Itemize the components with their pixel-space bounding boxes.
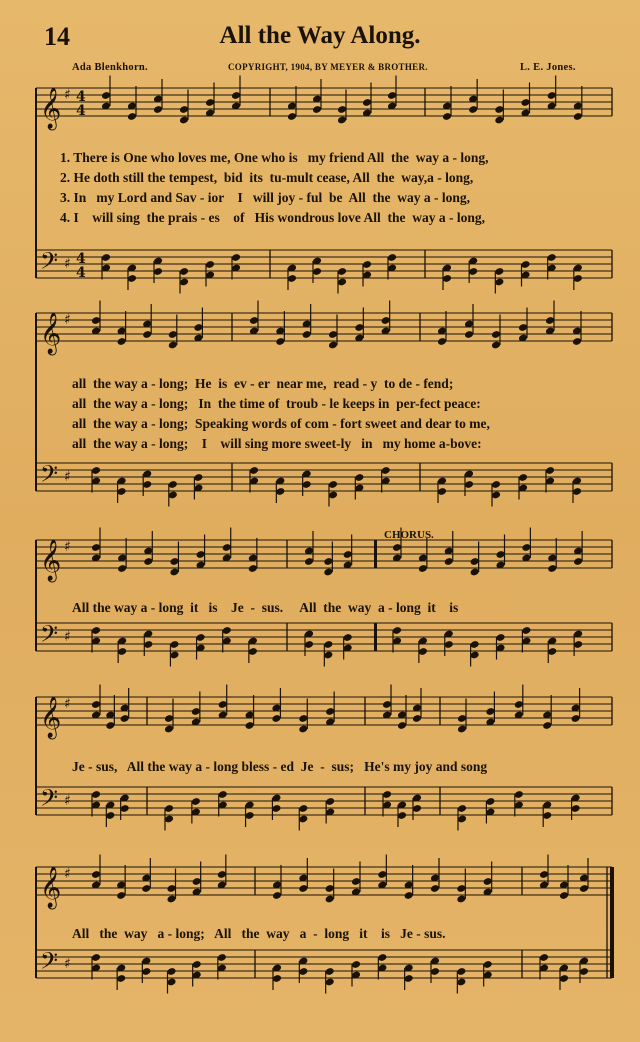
page-number: 14 — [44, 22, 70, 51]
verse-2-line-1: 2. He doth still the tempest, bid its tu-mult cease, All the way,a - long, — [60, 170, 474, 185]
lyricist-credit: Ada Blenkhorn. — [72, 62, 148, 73]
hymn-title: All the Way Along. — [219, 22, 421, 49]
sharp-icon: ♯ — [64, 87, 71, 103]
treble-clef-icon: 𝄞 — [40, 867, 62, 908]
chorus-line-2: Je - sus, All the way a - long bless - ed Je - sus; He's my joy and song — [72, 759, 488, 774]
final-barline — [610, 867, 614, 978]
bass-clef-icon: 𝄢 — [40, 460, 59, 493]
bass-clef-icon: 𝄢 — [40, 784, 59, 817]
verse-3-line-1: 3. In my Lord and Sav - ior I will joy - ful be All the way a - long, — [60, 190, 471, 205]
verse-3-line-2: all the way a - long; Speaking words of com - fort sweet and dear to me, — [72, 416, 490, 431]
sharp-icon: ♯ — [64, 866, 71, 882]
section-barline — [374, 540, 377, 568]
time-signature: 4 — [76, 89, 86, 105]
verse-4-line-2: all the way a - long; I will sing more sweet-ly in my home a-bove: — [72, 436, 482, 451]
sharp-icon: ♯ — [64, 956, 71, 972]
copyright-notice: COPYRIGHT, 1904, BY MEYER & BROTHER. — [228, 62, 428, 72]
treble-clef-icon: 𝄞 — [40, 313, 62, 354]
verse-2-line-2: all the way a - long; In the time of troub - le keeps in per-fect peace: — [72, 396, 481, 411]
section-barline — [374, 623, 377, 651]
sharp-icon: ♯ — [64, 312, 71, 328]
time-signature: 4 — [76, 251, 86, 267]
sharp-icon: ♯ — [64, 629, 71, 645]
treble-clef-icon: 𝄞 — [40, 540, 62, 581]
sharp-icon: ♯ — [64, 793, 71, 809]
sharp-icon: ♯ — [64, 256, 71, 272]
bass-clef-icon: 𝄢 — [40, 620, 59, 653]
chorus-line-1: All the way a - long it is Je - sus. All the way a - long it is — [72, 600, 459, 615]
bass-clef-icon: 𝄢 — [40, 247, 59, 280]
chorus-label: CHORUS. — [384, 529, 434, 541]
verse-1-line-2: all the way a - long; He is ev - er near me, read - y to de - fend; — [72, 376, 454, 391]
time-signature: 4 — [76, 265, 86, 281]
treble-clef-icon: 𝄞 — [40, 88, 62, 129]
chorus-line-3: All the way a - long; All the way a - long it is Je - sus. — [72, 926, 446, 941]
sharp-icon: ♯ — [64, 696, 71, 712]
composer-credit: L. E. Jones. — [520, 62, 576, 73]
verse-4-line-1: 4. I will sing the prais - es of His wondrous love All the way a - long, — [60, 210, 486, 225]
sharp-icon: ♯ — [64, 539, 71, 555]
treble-clef-icon: 𝄞 — [40, 697, 62, 738]
verse-1-line-1: 1. There is One who loves me, One who is my friend All the way a - long, — [60, 150, 489, 165]
bass-clef-icon: 𝄢 — [40, 947, 59, 980]
time-signature: 4 — [76, 103, 86, 119]
sharp-icon: ♯ — [64, 469, 71, 485]
